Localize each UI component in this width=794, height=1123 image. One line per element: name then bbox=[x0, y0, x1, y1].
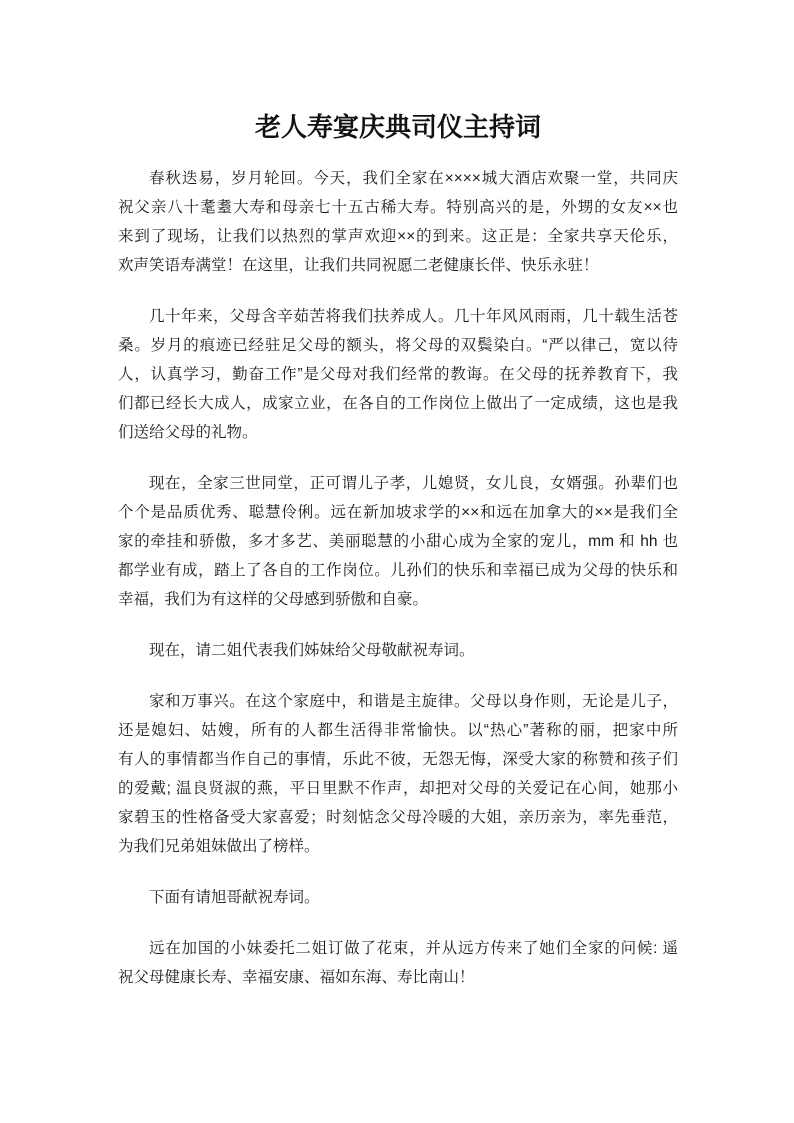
paragraph-line: 现在，请二姐代表我们姊妹给父母敬献祝寿词。 bbox=[149, 642, 475, 659]
paragraph-line: 家和万事兴。在这个家庭中，和谐是主旋律。父母以身作则，无论是儿子， bbox=[149, 693, 678, 710]
paragraph bbox=[118, 934, 678, 992]
paragraph-line: 祝父亲八十耄耋大寿和母亲七十五古稀大寿。特别高兴的是，外甥的女友××也 bbox=[118, 199, 678, 216]
paragraph-line: 欢声笑语寿满堂！在这里，让我们共同祝愿二老健康长伴、快乐永驻！ bbox=[118, 257, 599, 274]
paragraph-line: 有人的事情都当作自己的事情，乐此不彼，无怨无悔，深受大家的称赞和孩子们 bbox=[118, 751, 678, 768]
paragraph bbox=[118, 164, 678, 280]
document-body bbox=[118, 164, 678, 992]
paragraph-line: 现在，全家三世同堂，正可谓儿子孝，儿媳贤，女儿良，女婿强。孙辈们也 bbox=[149, 475, 678, 492]
paragraph-line: 的爱戴; 温良贤淑的燕，平日里默不作声，却把对父母的关爱记在心间，她那小 bbox=[118, 780, 678, 797]
paragraph-line: 家碧玉的性格备受大家喜爱；时刻惦念父母冷暖的大姐，亲历亲为，率先垂范， bbox=[118, 809, 678, 826]
paragraph bbox=[118, 636, 678, 665]
paragraph-line: 几十年来，父母含辛茹苦将我们扶养成人。几十年风风雨雨，几十载生活苍 bbox=[149, 308, 678, 325]
paragraph-line: 春秋迭易，岁月轮回。今天，我们全家在××××城大酒店欢聚一堂，共同庆 bbox=[149, 170, 678, 187]
paragraph bbox=[118, 469, 678, 614]
paragraph-line: 祝父母健康长寿、幸福安康、福如东海、寿比南山！ bbox=[118, 969, 475, 986]
paragraph-line: 幸福，我们为有这样的父母感到骄傲和自豪。 bbox=[118, 591, 429, 608]
paragraph-line: 下面有请旭哥献祝寿词。 bbox=[149, 889, 320, 906]
paragraph bbox=[118, 687, 678, 861]
paragraph-line: 个个是品质优秀、聪慧伶俐。远在新加坡求学的××和远在加拿大的××是我们全 bbox=[118, 504, 678, 521]
paragraph-line: 桑。岁月的痕迹已经驻足父母的额头，将父母的双鬓染白。“严以律己，宽以待 bbox=[118, 337, 678, 354]
paragraph-line: 都学业有成，踏上了各自的工作岗位。儿孙们的快乐和幸福已成为父母的快乐和 bbox=[118, 562, 678, 579]
paragraph-line: 家的牵挂和骄傲，多才多艺、美丽聪慧的小甜心成为全家的宠儿，mm 和 hh 也 bbox=[118, 533, 678, 550]
paragraph-line: 们送给父母的礼物。 bbox=[118, 424, 258, 441]
paragraph bbox=[118, 883, 678, 912]
document-title: 老人寿宴庆典司仪主持词 bbox=[254, 112, 541, 142]
paragraph bbox=[118, 302, 678, 447]
document-page bbox=[118, 108, 678, 1014]
paragraph-line: 来到了现场，让我们以热烈的掌声欢迎××的到来。这正是：全家共享天伦乐， bbox=[118, 228, 678, 245]
paragraph-line: 远在加国的小妹委托二姐订做了花束，并从远方传来了她们全家的问候: 遥 bbox=[149, 940, 678, 957]
paragraph-line: 为我们兄弟姐妹做出了榜样。 bbox=[118, 838, 320, 855]
paragraph-line: 们都已经长大成人，成家立业，在各自的工作岗位上做出了一定成绩，这也是我 bbox=[118, 395, 678, 412]
paragraph-line: 人，认真学习，勤奋工作”是父母对我们经常的教诲。在父母的抚养教育下，我 bbox=[118, 366, 678, 383]
paragraph-line: 还是媳妇、姑嫂，所有的人都生活得非常愉快。以“热心”著称的丽，把家中所 bbox=[118, 722, 678, 739]
